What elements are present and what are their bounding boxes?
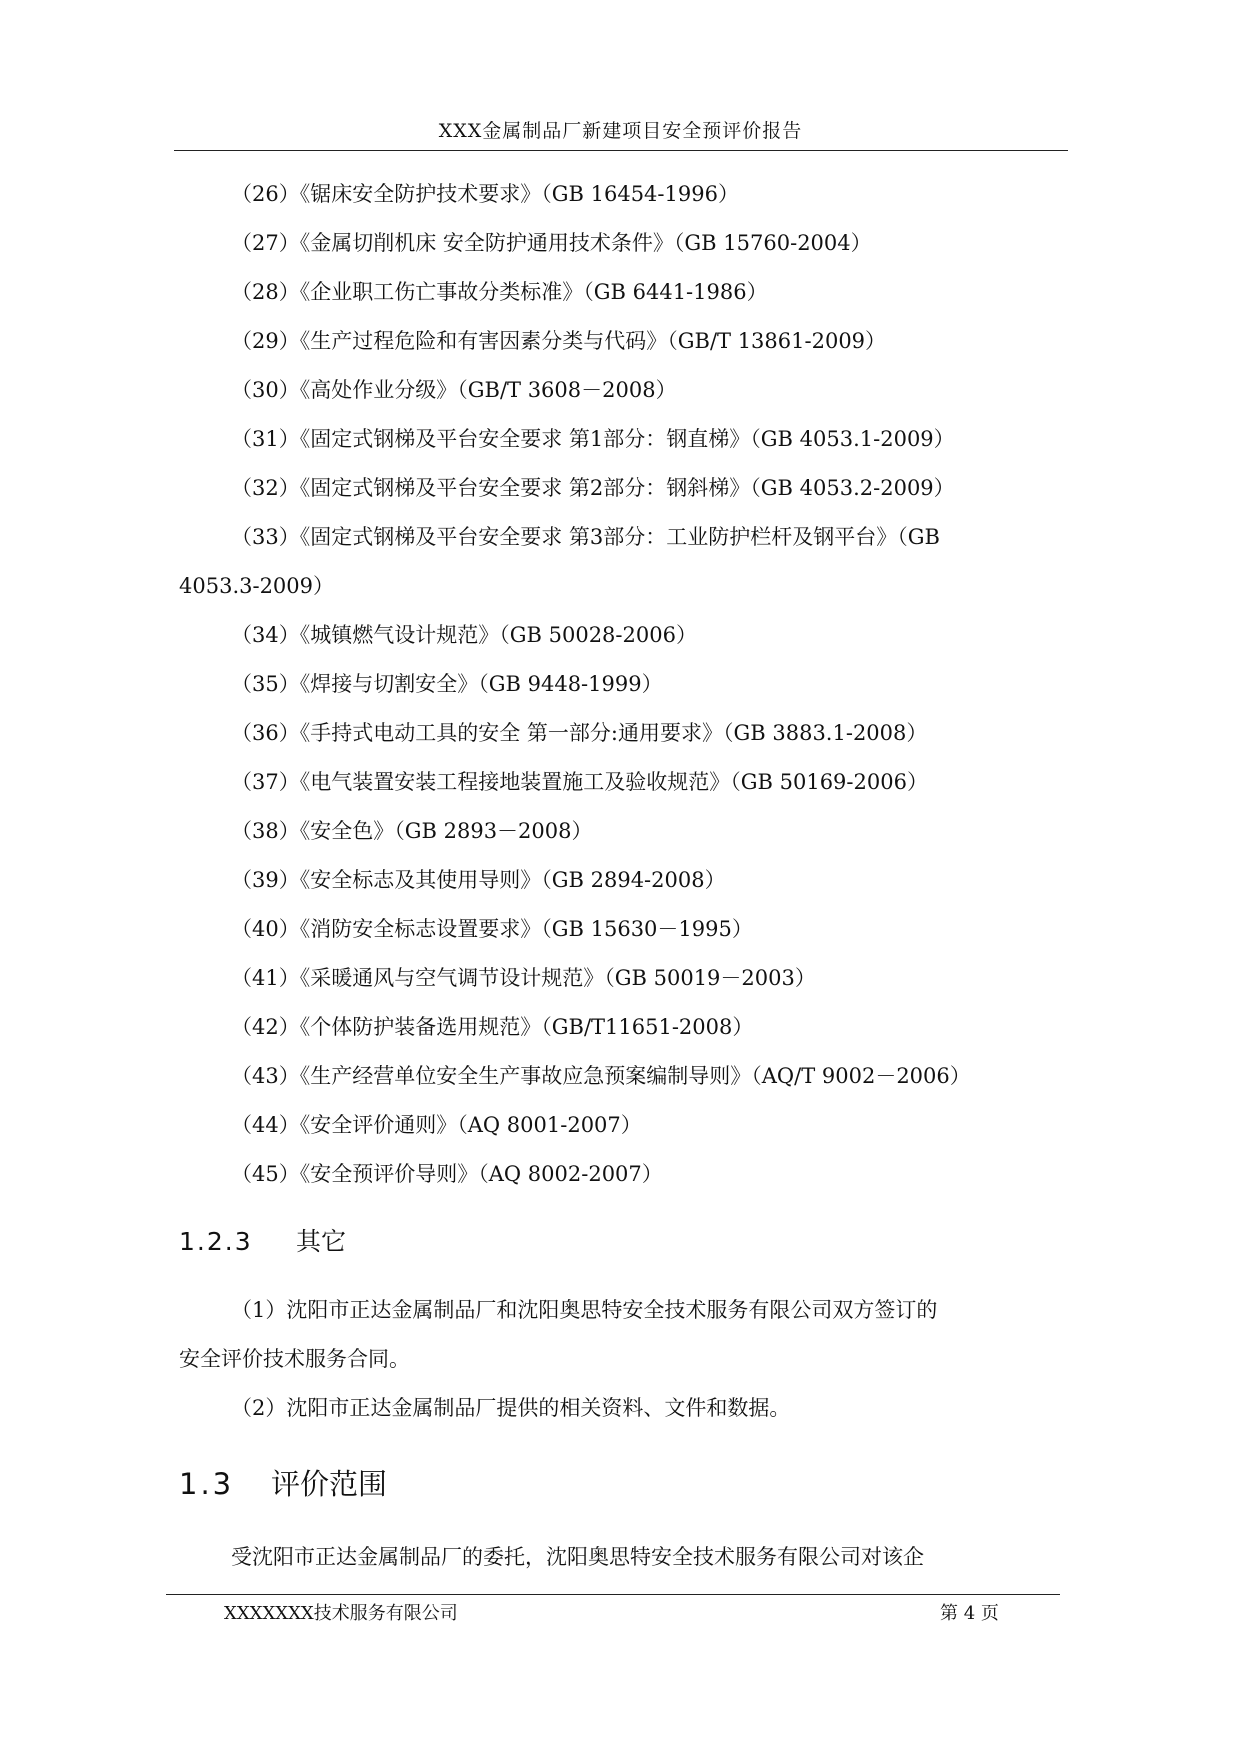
list-item: （28）《企业职工伤亡事故分类标准》（GB 6441-1986） — [231, 280, 768, 304]
section-title: 其它 — [296, 1227, 347, 1256]
list-item: （33）《固定式钢梯及平台安全要求 第3部分：工业防护栏杆及钢平台》（GB — [231, 525, 940, 549]
section-heading-other — [179, 1226, 346, 1258]
footer-company: XXXXXXX技术服务有限公司 — [224, 1603, 458, 1624]
paragraph-line: 受沈阳市正达金属制品厂的委托，沈阳奥思特安全技术服务有限公司对该企 — [231, 1545, 924, 1569]
list-item: （42）《个体防护装备选用规范》（GB/T11651-2008） — [231, 1015, 754, 1039]
footer-divider — [166, 1594, 1060, 1595]
list-item: （40）《消防安全标志设置要求》（GB 15630－1995） — [231, 917, 753, 941]
list-item: （26）《锯床安全防护技术要求》（GB 16454-1996） — [231, 182, 739, 206]
list-item: （45）《安全预评价导则》（AQ 8002-2007） — [231, 1162, 663, 1186]
list-item: （36）《手持式电动工具的安全 第一部分:通用要求》（GB 3883.1-2008） — [231, 721, 928, 745]
list-item: （27）《金属切削机床 安全防护通用技术条件》（GB 15760-2004） — [231, 231, 872, 255]
list-item: （41）《采暖通风与空气调节设计规范》（GB 50019－2003） — [231, 966, 816, 990]
paragraph-line: 安全评价技术服务合同。 — [179, 1347, 410, 1371]
list-item: （32）《固定式钢梯及平台安全要求 第2部分：钢斜梯》（GB 4053.2-2009） — [231, 476, 955, 500]
list-item: （39）《安全标志及其使用导则》（GB 2894-2008） — [231, 868, 726, 892]
section-heading-scope — [179, 1466, 387, 1502]
list-item: （35）《焊接与切割安全》（GB 9448-1999） — [231, 672, 663, 696]
list-item: （44）《安全评价通则》（AQ 8001-2007） — [231, 1113, 642, 1137]
paragraph-line: （2）沈阳市正达金属制品厂提供的相关资料、文件和数据。 — [231, 1396, 791, 1420]
list-item: （31）《固定式钢梯及平台安全要求 第1部分：钢直梯》（GB 4053.1-2009） — [231, 427, 955, 451]
report-title: XXX金属制品厂新建项目安全预评价报告 — [438, 120, 803, 142]
section-number: 1.2.3 — [179, 1227, 253, 1256]
section-title: 评价范围 — [271, 1467, 388, 1501]
list-item: （37）《电气装置安装工程接地装置施工及验收规范》（GB 50169-2006） — [231, 770, 928, 794]
section-number: 1.3 — [179, 1467, 235, 1501]
page-number: 第 4 页 — [940, 1603, 999, 1624]
list-item-continuation: 4053.3-2009） — [179, 574, 335, 598]
list-item: （30）《高处作业分级》（GB/T 3608－2008） — [231, 378, 677, 402]
list-item: （38）《安全色》（GB 2893－2008） — [231, 819, 593, 843]
list-item: （34）《城镇燃气设计规范》（GB 50028-2006） — [231, 623, 697, 647]
list-item: （43）《生产经营单位安全生产事故应急预案编制导则》（AQ/T 9002－2006） — [231, 1064, 971, 1088]
paragraph-line: （1）沈阳市正达金属制品厂和沈阳奥思特安全技术服务有限公司双方签订的 — [231, 1298, 938, 1322]
header-divider — [174, 150, 1068, 151]
list-item: （29）《生产过程危险和有害因素分类与代码》（GB/T 13861-2009） — [231, 329, 887, 353]
